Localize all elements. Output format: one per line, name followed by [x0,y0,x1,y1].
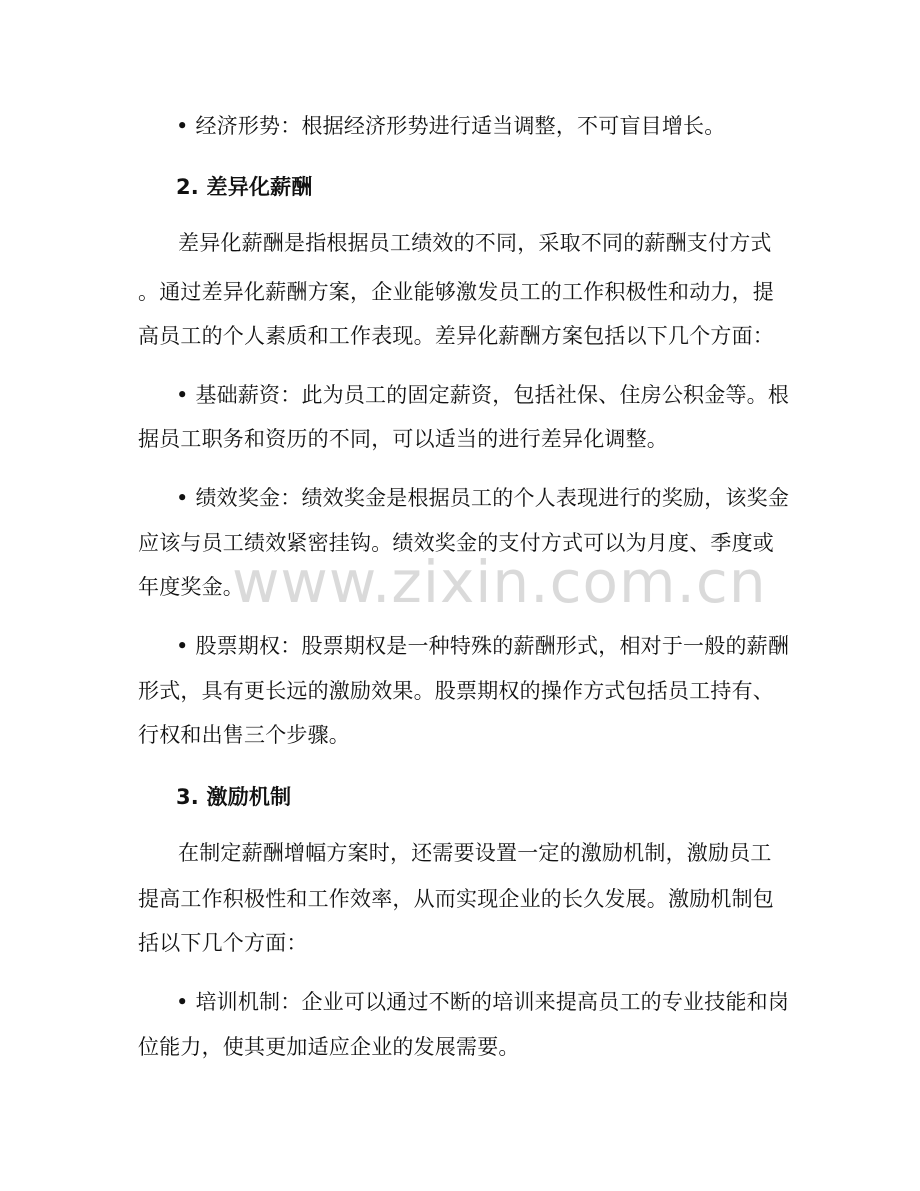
section-heading-incentive-mechanism: 3. 激励机制 [176,785,292,809]
bullet-economic-situation: • 经济形势：根据经济形势进行适当调整，不可盲目增长。 [176,114,726,138]
paragraph-line: 高员工的个人素质和工作表现。差异化薪酬方案包括以下几个方面： [138,324,774,348]
bullet-base-salary: • 基础薪资：此为员工的固定薪资，包括社保、住房公积金等。根 [176,383,790,407]
paragraph-line: 在制定薪酬增幅方案时，还需要设置一定的激励机制，激励员工 [178,841,772,865]
section-heading-differentiated-pay: 2. 差异化薪酬 [176,175,313,199]
bullet-continuation: 形式，具有更长远的激励效果。股票期权的操作方式包括员工持有、 [138,679,774,703]
bullet-continuation: 据员工职务和资历的不同，可以适当的进行差异化调整。 [138,427,668,451]
watermark: www.zixin.com.cn [232,548,767,616]
bullet-performance-bonus: • 绩效奖金：绩效奖金是根据员工的个人表现进行的奖励，该奖金 [176,486,790,510]
paragraph-line: 提高工作积极性和工作效率，从而实现企业的长久发展。激励机制包 [138,887,774,911]
bullet-stock-options: • 股票期权：股票期权是一种特殊的薪酬形式，相对于一般的薪酬 [176,634,790,658]
bullet-continuation: 年度奖金。 [138,575,244,599]
bullet-continuation: 行权和出售三个步骤。 [138,723,350,747]
bullet-continuation: 应该与员工绩效紧密挂钩。绩效奖金的支付方式可以为月度、季度或 [138,531,774,555]
paragraph-line: 。通过差异化薪酬方案，企业能够激发员工的工作积极性和动力，提 [138,280,774,304]
paragraph-line: 差异化薪酬是指根据员工绩效的不同，采取不同的薪酬支付方式 [178,231,772,255]
bullet-continuation: 位能力，使其更加适应企业的发展需要。 [138,1035,520,1059]
bullet-training-mechanism: • 培训机制：企业可以通过不断的培训来提高员工的专业技能和岗 [176,990,790,1014]
paragraph-line: 括以下几个方面： [138,931,308,955]
